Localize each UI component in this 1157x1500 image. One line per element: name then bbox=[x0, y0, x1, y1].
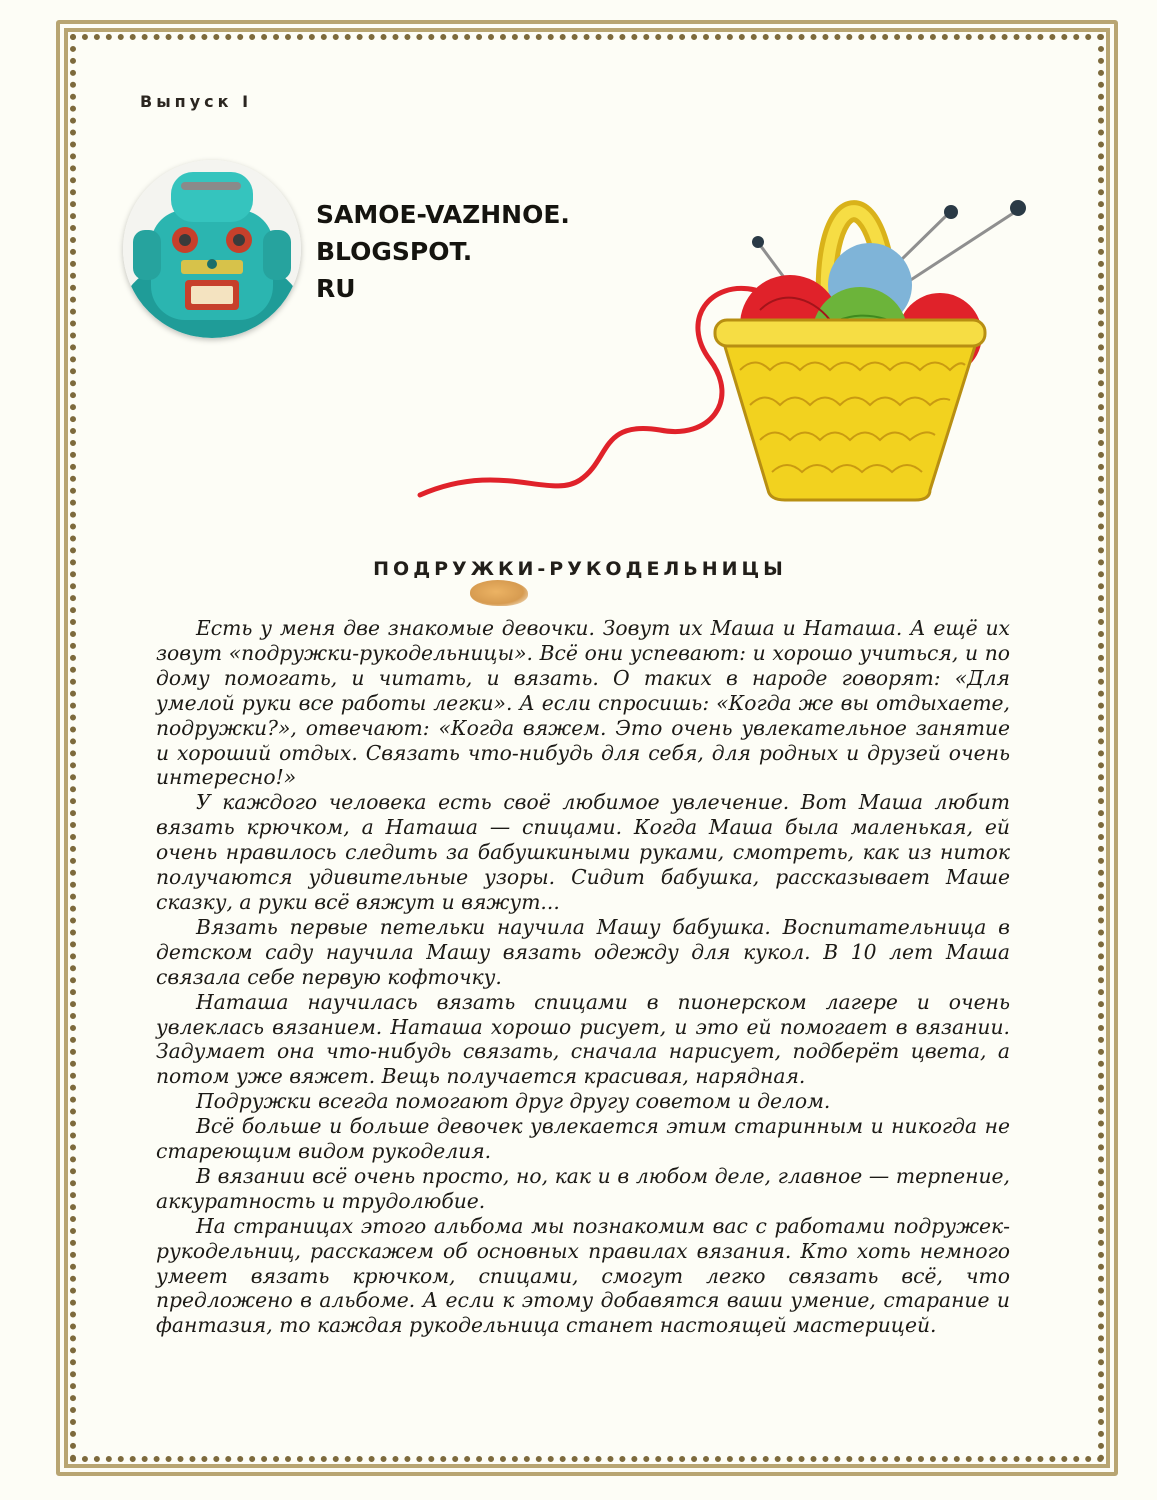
paragraph: У каждого человека есть своё любимое увлечение. Вот Маша любит вязать крючком, а Наташа — спицами. Когда Маша была маленькая, ей очень нравилось следить за бабушкиными руками, смотреть, как из ниток получаются удивительные узоры. Сидит бабушка, рассказывает Маше сказку, а руки всё вяжут и вяжут... bbox=[156, 790, 1010, 914]
blog-line-2: BLOGSPOT. bbox=[316, 237, 473, 266]
paragraph: Подружки всегда помогают друг другу советом и делом. bbox=[196, 1089, 831, 1114]
paragraph: В вязании всё очень просто, но, как и в любом деле, главное — терпение, аккуратность и трудолюбие. bbox=[156, 1163, 1010, 1213]
paragraph: Вязать первые петельки научила Машу бабушка. Воспитательница в детском саду научила Машу вязать одежду для кукол. В 10 лет Маша связала себе первую кофточку. bbox=[156, 914, 1010, 989]
issue-label: Выпуск I bbox=[140, 92, 253, 111]
robot-icon bbox=[123, 160, 301, 338]
paragraph: На страницах этого альбома мы познакомим вас с работами подружек-рукодельниц, расскажем об основных правилах вязания. Кто хоть немного умеет вязать крючком, спицами, смогут легко связать всё, что предложено в альбоме. А если к этому добавятся ваши умение, старание и фантазия, то каждая рукодельница станет настоящей мастерицей. bbox=[156, 1213, 1010, 1338]
paragraph: Наташа научилась вязать спицами в пионерском лагере и очень увлеклась вязанием. Наташа хорошо рисует, и это ей помогает в вязании. Задумает она что-нибудь связать, сначала нарисует, подберёт цвета, а потом уже вяжет. Вещь получается красивая, нарядная. bbox=[156, 989, 1010, 1089]
robot-avatar bbox=[123, 160, 301, 338]
knitting-basket-illustration bbox=[410, 160, 1050, 520]
article-body bbox=[156, 616, 1010, 1338]
paragraph: Всё больше и больше девочек увлекается этим старинным и никогда не стареющим видом рукоделия. bbox=[156, 1114, 1010, 1164]
paragraph: Есть у меня две знакомые девочки. Зовут их Маша и Наташа. А ещё их зовут «подружки-рукодельницы». Всё они успевают: и хорошо учиться, и по дому помогать, и читать, и вязать. О таких в народе говорят: «Для умелой руки все работы легки». А если спросишь: «Когда же вы отдыхаете, подружки?», отвечают: «Когда вяжем. Это очень увлекательное занятие и хороший отдых. Связать что-нибудь для себя, для родных и друзей очень интересно!» bbox=[156, 616, 1010, 790]
paper-stain bbox=[470, 580, 528, 606]
article-title: ПОДРУЖКИ-РУКОДЕЛЬНИЦЫ bbox=[373, 558, 787, 580]
blog-line-3: RU bbox=[316, 274, 356, 303]
blog-line-1: SAMOE-VAZHNOE. bbox=[316, 200, 570, 229]
